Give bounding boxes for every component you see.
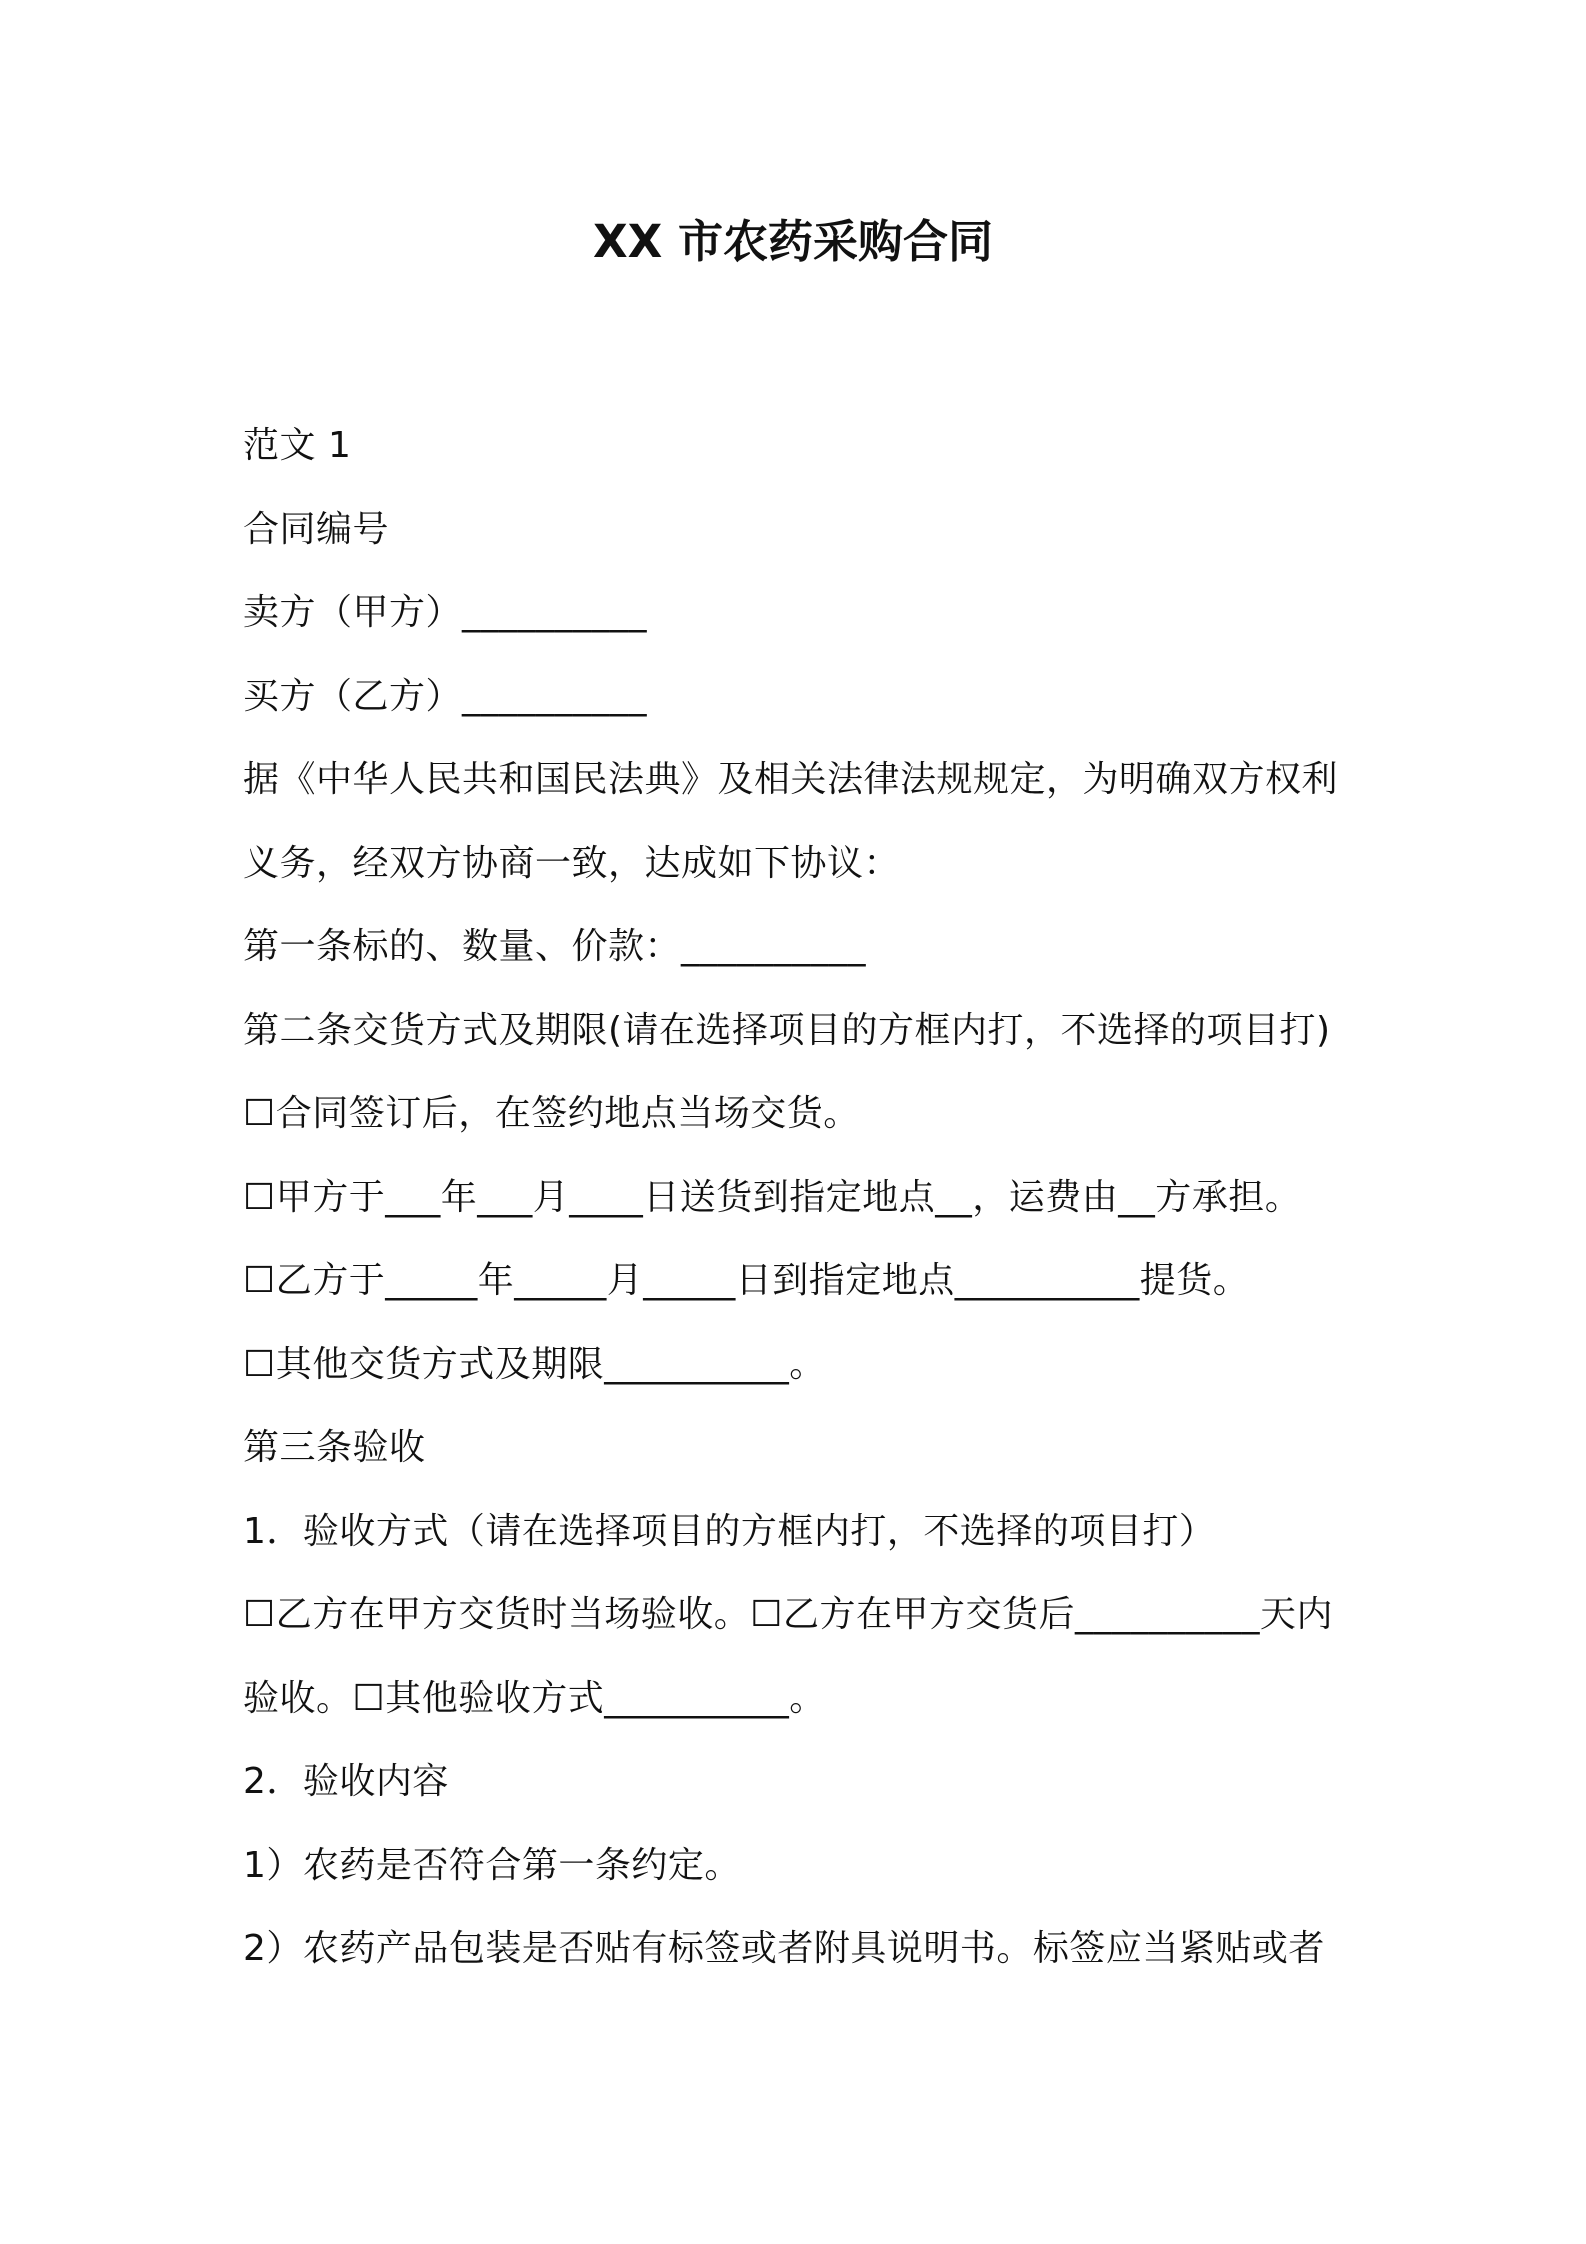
article-1: 第一条标的、数量、价款：__________ — [243, 926, 867, 967]
inspection-item-2: 2）农药产品包装是否贴有标签或者附具说明书。标签应当紧贴或者 — [243, 1928, 1325, 1969]
document-title: XX 市农药采购合同 — [592, 215, 994, 268]
article-2-heading: 第二条交货方式及期限(请在选择项目的方框内打，不选择的项目打) — [243, 1009, 1331, 1051]
inspection-options-line-2: 验收。☐其他验收方式__________。 — [243, 1677, 826, 1719]
delivery-option-3: ☐乙方于_____年_____月_____日到指定地点__________提货。 — [243, 1260, 1250, 1301]
preamble-line-1: 据《中华人民共和国民法典》及相关法律法规规定，为明确双方权利 — [243, 759, 1339, 800]
delivery-option-1: ☐合同签订后，在签约地点当场交货。 — [243, 1093, 860, 1134]
preamble-line-2: 义务，经双方协商一致，达成如下协议： — [243, 842, 901, 884]
inspection-method-heading: 1．验收方式（请在选择项目的方框内打，不选择的项目打） — [243, 1510, 1216, 1552]
sample-label: 范文 1 — [243, 425, 352, 466]
inspection-options-line-1: ☐乙方在甲方交货时当场验收。☐乙方在甲方交货后__________天内 — [243, 1594, 1334, 1635]
seller-line: 卖方（甲方）__________ — [243, 592, 648, 633]
document-body — [243, 404, 1358, 1991]
delivery-option-2: ☐甲方于___年___月____日送货到指定地点__，运费由__方承担。 — [243, 1176, 1302, 1218]
delivery-option-4: ☐其他交货方式及期限__________。 — [243, 1343, 826, 1385]
inspection-item-1: 1）农药是否符合第一条约定。 — [243, 1844, 741, 1886]
contract-number-label: 合同编号 — [243, 508, 390, 550]
inspection-content-heading: 2．验收内容 — [243, 1761, 449, 1802]
article-3-heading: 第三条验收 — [243, 1427, 426, 1468]
buyer-line: 买方（乙方）__________ — [243, 675, 648, 717]
